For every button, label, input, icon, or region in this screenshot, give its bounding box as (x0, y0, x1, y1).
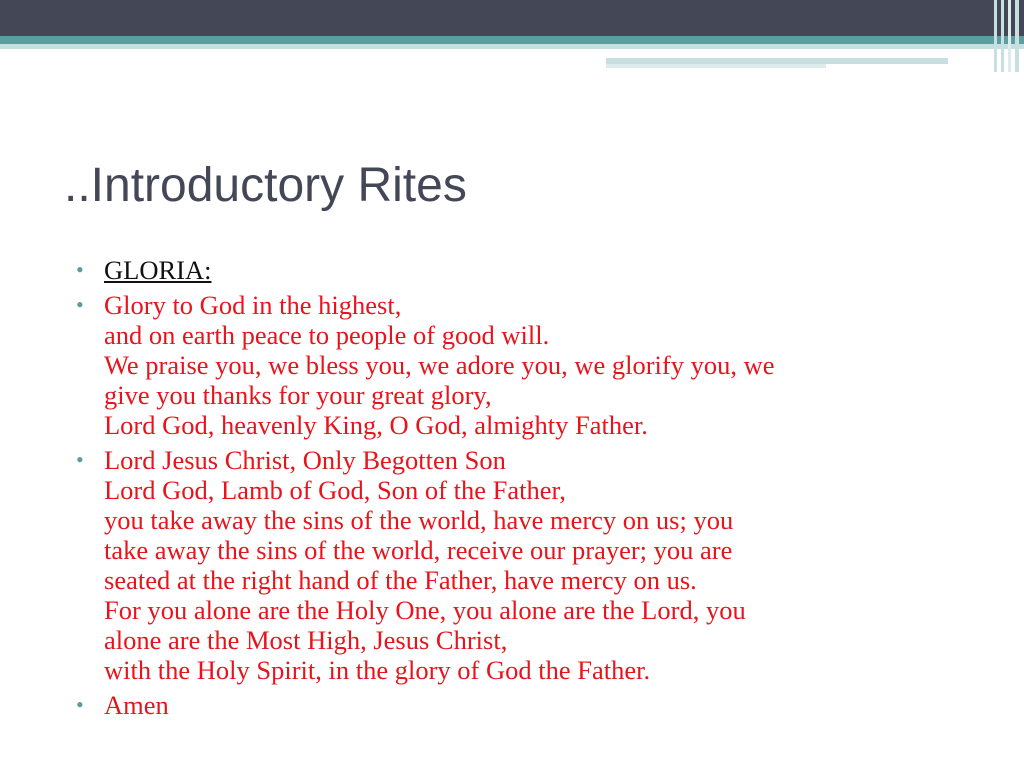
list-item-heading (76, 255, 976, 285)
bullet-icon: • (76, 447, 84, 472)
text-line: and on earth peace to people of good will. (104, 320, 550, 350)
list-item-amen (76, 690, 976, 720)
text-line: take away the sins of the world, receive our prayer; you are (104, 535, 733, 565)
corner-stripe (994, 0, 997, 72)
bullet-icon: • (76, 692, 84, 717)
bullet-icon: • (76, 257, 84, 282)
slide-body (76, 255, 976, 725)
text-line: give you thanks for your great glory, (104, 380, 492, 410)
header-band-light (0, 44, 1024, 49)
bullet-icon: • (76, 292, 84, 317)
list-item-gloria-part-1 (76, 290, 976, 440)
header-band-dark (0, 0, 1024, 36)
header-accent-line-short (606, 64, 826, 68)
text-line: you take away the sins of the world, have mercy on us; you (104, 505, 734, 535)
list-item-gloria-part-2 (76, 445, 976, 685)
text-line: We praise you, we bless you, we adore you, we glorify you, we (104, 350, 775, 380)
slide-title: ..Introductory Rites (64, 159, 467, 212)
text-line: Glory to God in the highest, (104, 290, 402, 320)
text-line: Lord Jesus Christ, Only Begotten Son (104, 445, 506, 475)
text-line: Lord God, heavenly King, O God, almighty Father. (104, 410, 648, 440)
text-line: Amen (104, 690, 169, 720)
text-line: For you alone are the Holy One, you alone are the Lord, you (104, 595, 746, 625)
section-heading: GLORIA: (104, 255, 212, 285)
corner-stripe (1015, 0, 1019, 72)
text-line: seated at the right hand of the Father, have mercy on us. (104, 565, 697, 595)
header-band-teal (0, 36, 1024, 44)
corner-stripe (1008, 0, 1011, 72)
text-line: alone are the Most High, Jesus Christ, (104, 625, 508, 655)
text-line: with the Holy Spirit, in the glory of God the Father. (104, 655, 651, 685)
corner-stripe (1001, 0, 1004, 72)
text-line: Lord God, Lamb of God, Son of the Father, (104, 475, 566, 505)
